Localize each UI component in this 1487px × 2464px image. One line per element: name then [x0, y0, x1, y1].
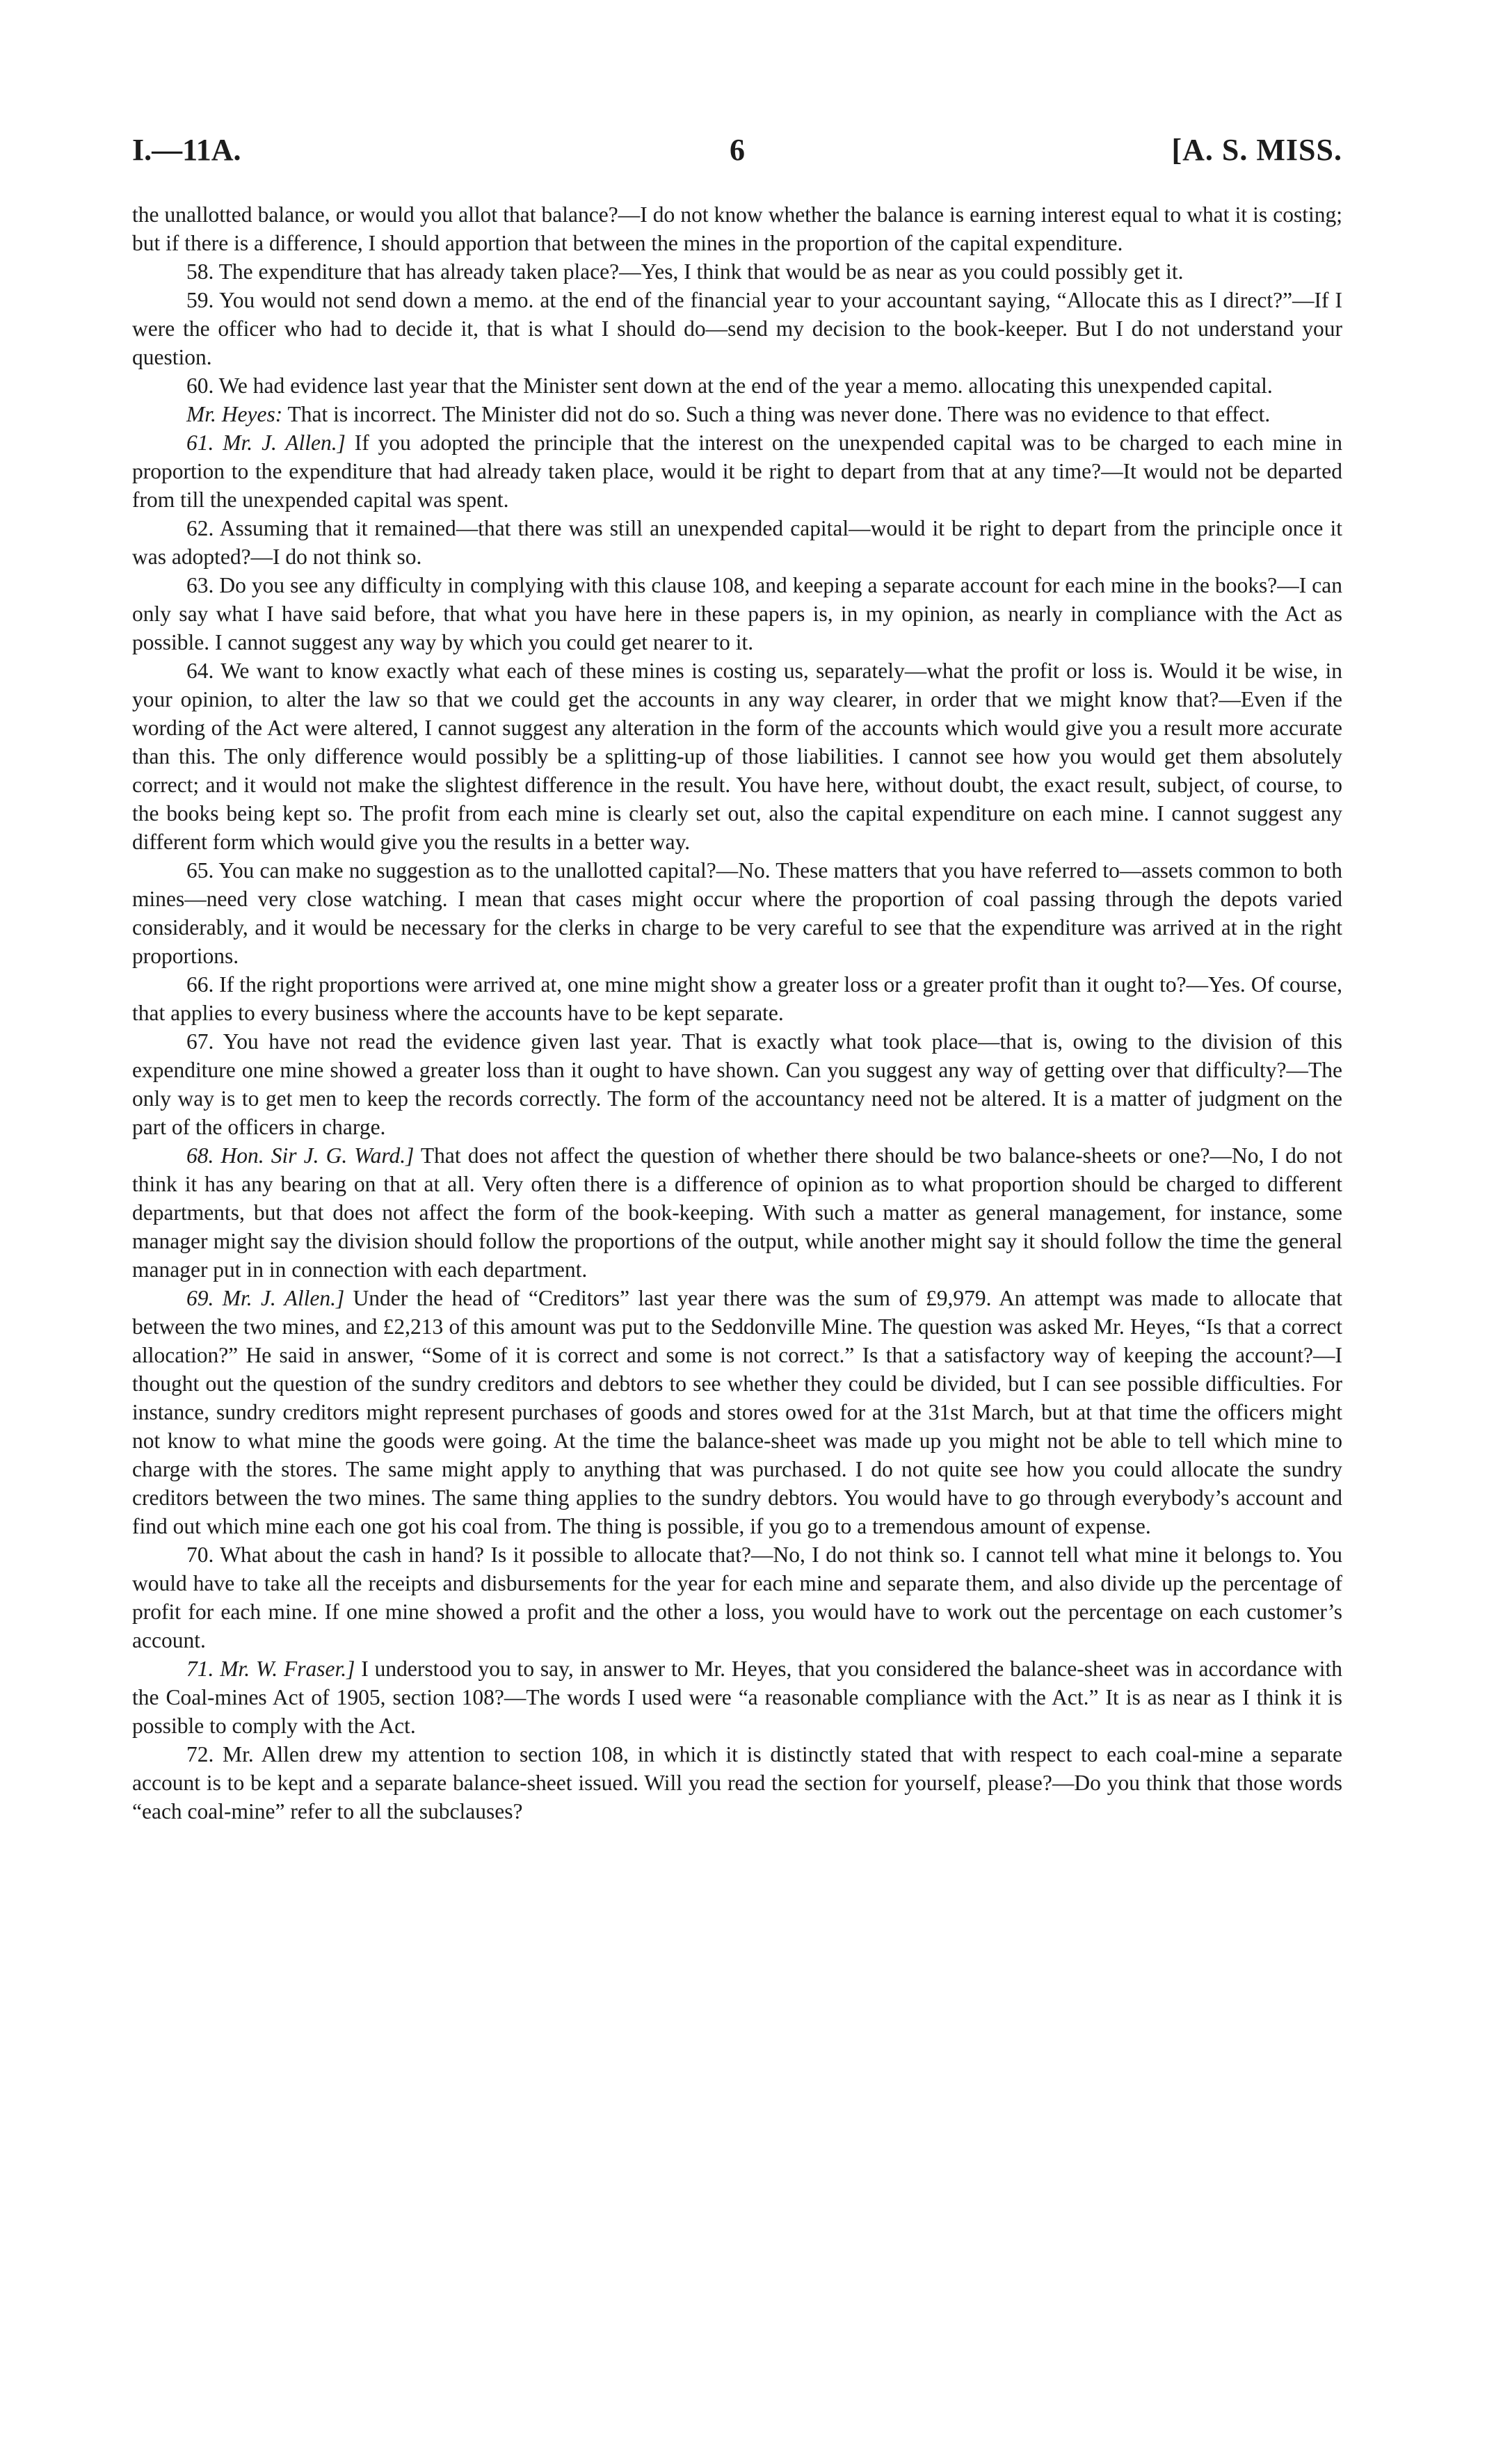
paragraph-heyes-remark: Mr. Heyes: That is incorrect. The Minister did not do so. Such a thing was never done. There was no evidence to that effect. [186, 402, 1271, 426]
speaker: 71. Mr. W. Fraser.] [186, 1657, 355, 1681]
paragraph-68: 68. Hon. Sir J. G. Ward.] That does not affect the question of whether there should be two balance-sheets or one?—No, I do not think it has any bearing on that at all. Very often there is a difference of opinion as to what proportion should be charged to different departments, but that does not affect the form of the book-keeping. With such a matter as general management, for instance, some manager might say the division should follow the proportions of the output, while another might say it should follow the time the general manager put in in connection with each department. [132, 1143, 1342, 1282]
paragraph-69: 69. Mr. J. Allen.] Under the head of “Creditors” last year there was the sum of £9,979. An attempt was made to allocate that between the two mines, and £2,213 of this amount was put to the Seddonville Mine. The question was asked Mr. Heyes, “Is that a correct allocation?” He said in answer, “Some of it is correct and some is not correct.” Is that a satisfactory way of keeping the account?—I thought out the question of the sundry creditors and debtors to see whether they could be divided, but I can see possible difficulties. For instance, sundry creditors might represent purchases of goods and stores owed for at the 31st March, but at that time the officers might not know to what mine the goods were going. At the time the balance-sheet was made up you might not be able to tell which mine to charge with the stores. The same might apply to anything that was purchased. I do not quite see how you could allocate the sundry creditors between the two mines. The same thing applies to the sundry debtors. You would have to go through everybody’s account and find out which mine each one got his coal from. The thing is possible, if you go to a tremendous amount of expense. [132, 1286, 1342, 1538]
speaker: 68. Hon. Sir J. G. Ward.] [186, 1143, 415, 1168]
paragraph-67: 67. You have not read the evidence given last year. That is exactly what took place—that is, owing to the division of this expenditure one mine showed a greater loss than it ought to have shown. Can you suggest any way of getting over that difficulty?—The only way is to get men to keep the records correctly. The form of the accountancy need not be altered. It is a matter of judgment on the part of the officers in charge. [132, 1029, 1342, 1139]
document-page [132, 132, 1342, 1826]
page-number: 6 [730, 133, 745, 167]
speaker: Mr. Heyes: [186, 402, 283, 426]
evidence-text [132, 200, 1342, 1826]
paragraph-57-continued: the unallotted balance, or would you allot that balance?—I do not know whether the balance is earning interest equal to what it is costing; but if there is a difference, I should apportion that between the mines in the proportion of the capital expenditure. [132, 202, 1342, 255]
page-header [132, 132, 1342, 174]
paper-reference: I.—11A. [132, 133, 241, 167]
paragraph-65: 65. You can make no suggestion as to the unallotted capital?—No. These matters that you have referred to—assets common to both mines—need very close watching. I mean that cases might occur where the proportion of coal passing through the depots varied considerably, and it would be necessary for the clerks in charge to be very careful to see that the expenditure was arrived at in the right proportions. [132, 858, 1342, 968]
paragraph-64: 64. We want to know exactly what each of these mines is costing us, separately—what the profit or loss is. Would it be wise, in your opinion, to alter the law so that we could get the accounts in any way clearer, in order that we might know that?—Even if the wording of the Act were altered, I cannot suggest any alteration in the form of the accounts which would give you a result more accurate than this. The only difference would possibly be a splitting-up of those liabilities. I cannot see how you would get them absolutely correct; and it would not make the slightest difference in the result. You have here, without doubt, the exact result, subject, of course, to the books being kept so. The profit from each mine is clearly set out, also the capital expenditure on each mine. I cannot suggest any different form which would give you the results in a better way. [132, 659, 1342, 854]
paragraph-66: 66. If the right proportions were arrived at, one mine might show a greater loss or a greater profit than it ought to?—Yes. Of course, that applies to every business where the accounts have to be kept separate. [132, 972, 1342, 1025]
session-reference: [A. S. MISS. [1171, 133, 1342, 167]
paragraph-59: 59. You would not send down a memo. at the end of the financial year to your accountant saying, “Allocate this as I direct?”—If I were the officer who had to decide it, that is what I should do—send my decision to the book-keeper. But I do not understand your question. [132, 288, 1342, 369]
paragraph-72: 72. Mr. Allen drew my attention to section 108, in which it is distinctly stated that with respect to each coal-mine a separate account is to be kept and a separate balance-sheet issued. Will you read the section for yourself, please?—Do you think that those words “each coal-mine” refer to all the subclauses? [132, 1742, 1342, 1823]
speaker: 69. Mr. J. Allen.] [186, 1286, 345, 1310]
paragraph-71: 71. Mr. W. Fraser.] I understood you to say, in answer to Mr. Heyes, that you considered the balance-sheet was in accordance with the Coal-mines Act of 1905, section 108?—The words I used were “a reasonable compliance with the Act.” It is as near as I think it is possible to comply with the Act. [132, 1657, 1343, 1738]
paragraph-63: 63. Do you see any difficulty in complying with this clause 108, and keeping a separate account for each mine in the books?—I can only say what I have said before, that what you have here in these papers is, in my opinion, as nearly in compliance with the Act as possible. I cannot suggest any way by which you could get nearer to it. [132, 573, 1342, 654]
speaker: 61. Mr. J. Allen.] [186, 430, 346, 455]
paragraph-60: 60. We had evidence last year that the Minister sent down at the end of the year a memo. allocating this unexpended capital. [186, 373, 1273, 398]
paragraph-58: 58. The expenditure that has already taken place?—Yes, I think that would be as near as you could possibly get it. [186, 259, 1184, 284]
paragraph-62: 62. Assuming that it remained—that there was still an unexpended capital—would it be right to depart from the principle once it was adopted?—I do not think so. [132, 516, 1342, 569]
paragraph-70: 70. What about the cash in hand? Is it possible to allocate that?—No, I do not think so. I cannot tell what mine it belongs to. You would have to take all the receipts and disbursements for the year for each mine and separate them, and also divide up the percentage of profit for each mine. If one mine showed a profit and the other a loss, you would have to work out the percentage on each customer’s account. [132, 1543, 1342, 1652]
paragraph-61: 61. Mr. J. Allen.] If you adopted the principle that the interest on the unexpended capital was to be charged to each mine in proportion to the expenditure that had already taken place, would it be right to depart from that at any time?—It would not be departed from till the unexpended capital was spent. [132, 430, 1343, 512]
